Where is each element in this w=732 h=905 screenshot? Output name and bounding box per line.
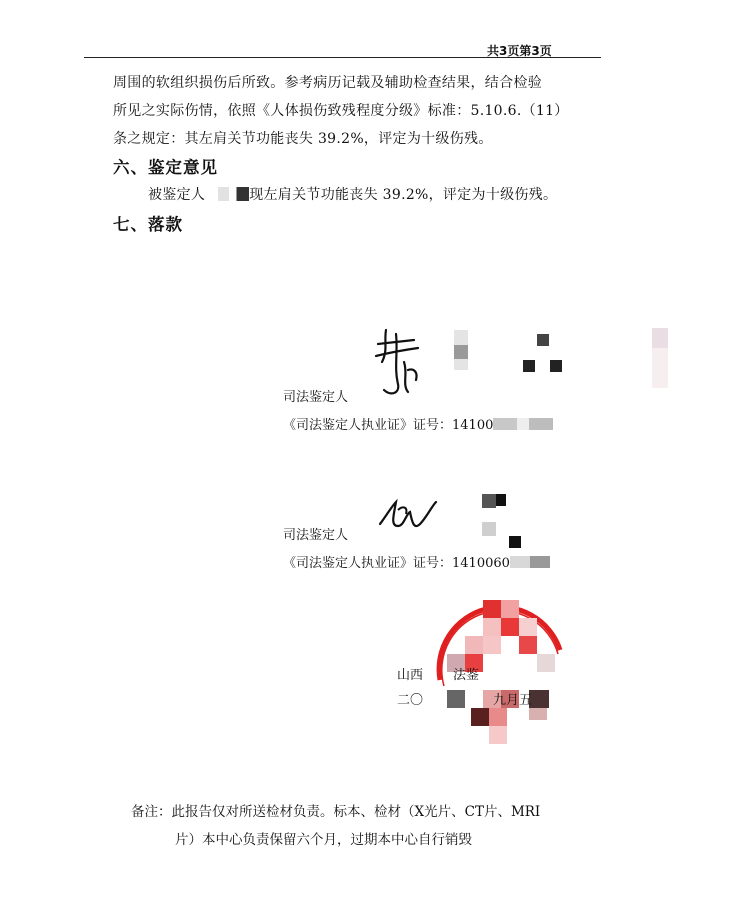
- section6-text: [148, 184, 557, 204]
- redaction-mosaic: [501, 618, 519, 636]
- seal-date-part: 九月: [493, 693, 520, 708]
- redaction-mosaic: [489, 708, 507, 726]
- body-line-1: 周围的软组织损伤后所致。参考病历记载及辅助检查结果，结合检验: [113, 75, 542, 91]
- signatory-1-cert: [283, 414, 553, 433]
- redaction-mosaic: [550, 360, 562, 372]
- seal-date-prefix: 二〇: [397, 693, 424, 708]
- handwritten-signature-1: [368, 322, 428, 402]
- section6-prefix: 被鉴定人: [148, 187, 206, 203]
- redaction-mosaic: [471, 708, 489, 726]
- redaction-mosaic: [454, 345, 468, 359]
- seal-date-text: [397, 689, 532, 708]
- header-rule: [84, 57, 601, 58]
- note-line-1: 备注：此报告仅对所送检材负责。标本、检材（X光片、CT片、MRI: [131, 804, 541, 820]
- page-count: 共3页第3页: [487, 44, 552, 58]
- seal-org-part2: 法鉴: [453, 668, 480, 683]
- redaction-mosaic: [465, 636, 483, 654]
- redaction-mosaic: [483, 618, 501, 636]
- redacted-cert-number: [493, 418, 553, 430]
- signatory-2-cert: [283, 552, 550, 571]
- redaction-mosaic: [482, 522, 496, 536]
- body-line-2: 所见之实际伤情，依照《人体损伤致残程度分级》标准：5.10.6.（11）: [113, 103, 569, 119]
- handwritten-signature-2: [376, 496, 440, 536]
- redaction-mosaic: [483, 636, 501, 654]
- redaction-mosaic: [519, 618, 537, 636]
- redaction-mosaic: [482, 494, 496, 508]
- redaction-mosaic: [501, 600, 519, 618]
- redacted-name: [205, 187, 249, 201]
- signatory-1-label: 司法鉴定人: [283, 390, 349, 405]
- note-line-2: 片）本中心负责保留六个月，过期本中心自行销毁: [175, 832, 472, 848]
- redaction-mosaic: [652, 328, 668, 348]
- redaction-mosaic: [496, 494, 506, 506]
- section7-heading: 七、落款: [113, 215, 183, 234]
- seal-date-part2: 五: [519, 693, 533, 708]
- redaction-mosaic: [509, 536, 521, 548]
- redaction-mosaic: [519, 636, 537, 654]
- redaction-mosaic: [523, 360, 535, 372]
- redacted-cert-number: [510, 556, 550, 568]
- body-line-3: 条之规定：其左肩关节功能丧失 39.2%，评定为十级伤残。: [113, 131, 493, 147]
- signatory-2-cert-text: 《司法鉴定人执业证》证号：1410060: [283, 556, 510, 571]
- redaction-mosaic: [537, 654, 555, 672]
- section6-heading: 六、鉴定意见: [113, 158, 218, 177]
- redaction-mosaic: [652, 348, 668, 388]
- signatory-1-cert-text: 《司法鉴定人执业证》证号：14100: [283, 418, 494, 433]
- seal-org-part1: 山西: [397, 668, 424, 683]
- redaction-mosaic: [483, 600, 501, 618]
- redaction-mosaic: [537, 334, 549, 346]
- section6-suffix: 现左肩关节功能丧失 39.2%，评定为十级伤残。: [249, 187, 558, 203]
- seal-org-text: [397, 664, 479, 683]
- redaction-mosaic: [529, 708, 547, 720]
- redaction-mosaic: [489, 726, 507, 744]
- signatory-2-label: 司法鉴定人: [283, 528, 349, 543]
